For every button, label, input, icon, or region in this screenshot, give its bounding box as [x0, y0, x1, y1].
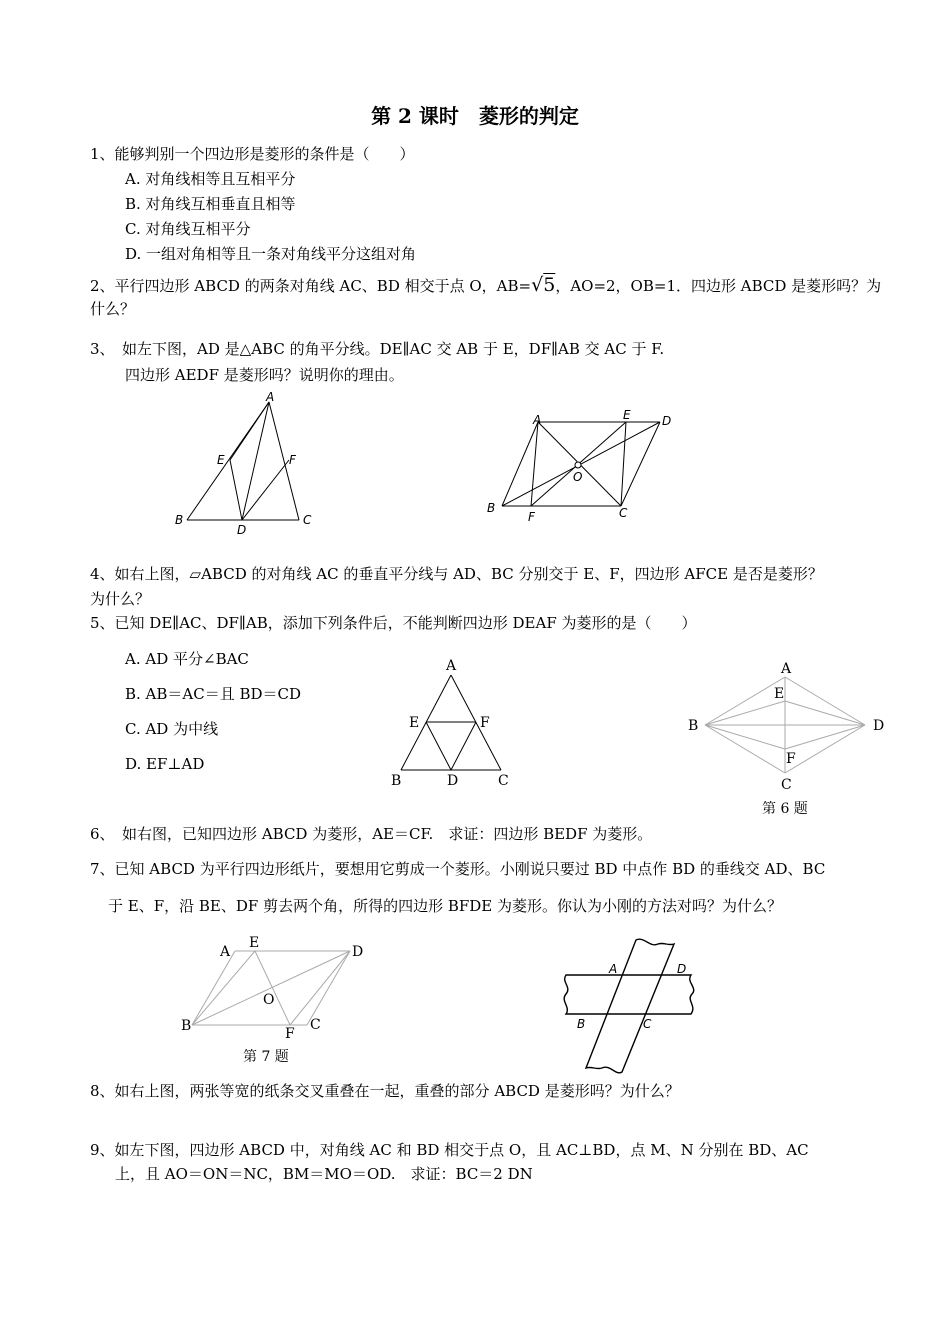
q2-text-part1: 2、平行四边形 ABCD 的两条对角线 AC、BD 相交于点 O，AB=: [90, 277, 532, 295]
label-b: B: [175, 513, 184, 527]
q5-option-a: A. AD 平分∠BAC: [125, 650, 249, 668]
figure-q7-parallelogram: [175, 930, 375, 1042]
label-a: A: [533, 413, 542, 427]
figure-q6-rhombus: [680, 655, 890, 795]
q3-line1: 3、 如左下图，AD 是△ABC 的角平分线。DE∥AC 交 AB 于 E，DF∥AB 交 AC 于 F.: [90, 340, 665, 358]
label-b: B: [577, 1017, 586, 1031]
label-d: D: [662, 414, 672, 428]
figure-q6-caption: 第 6 题: [762, 801, 808, 817]
label-a: A: [781, 661, 792, 677]
q1-option-c: C. 对角线互相平分: [125, 220, 251, 238]
label-e: E: [623, 408, 631, 422]
label-a: A: [609, 962, 618, 976]
figure-q7-caption: 第 7 题: [243, 1049, 289, 1065]
label-d: D: [352, 944, 364, 960]
q7-line2: 于 E、F，沿 BE、DF 剪去两个角，所得的四边形 BFDE 为菱形。你认为小刚的方法对吗？为什么？: [108, 897, 783, 915]
q2-text-part2: ，AO=2，OB=1．四边形 ABCD 是菱形吗？为: [555, 277, 882, 295]
label-d: D: [447, 773, 459, 789]
label-c: C: [303, 513, 312, 527]
label-d: D: [873, 718, 885, 734]
figure-q4-parallelogram: [486, 405, 686, 530]
figure-q5-triangle: [385, 655, 520, 790]
figure-q8-paper-strips: [556, 932, 706, 1077]
radicand: 5: [543, 274, 556, 296]
page-title: 第 2 课时 菱形的判定: [371, 104, 579, 128]
q5-option-b: B. AB＝AC＝且 BD＝CD: [125, 685, 302, 703]
label-c: C: [781, 777, 792, 793]
q4-line2: 为什么？: [90, 590, 151, 608]
label-d: D: [237, 523, 247, 537]
q8-text: 8、如右上图，两张等宽的纸条交叉重叠在一起，重叠的部分 ABCD 是菱形吗？为什么？: [90, 1082, 680, 1100]
label-e: E: [217, 453, 225, 467]
q5-option-d: D. EF⊥AD: [125, 755, 205, 773]
q6-text: 6、 如右图，已知四边形 ABCD 为菱形，AE＝CF. 求证：四边形 BEDF 为菱形。: [90, 825, 653, 843]
label-b: B: [181, 1018, 192, 1034]
label-f: F: [786, 751, 796, 767]
label-o: O: [263, 992, 275, 1008]
radical-sign: √: [531, 274, 544, 296]
q5-stem: 5、已知 DE∥AC、DF∥AB，添加下列条件后，不能判断四边形 DEAF 为菱形的是（ ）: [90, 614, 697, 632]
q9-line2: 上，且 AO＝ON＝NC，BM＝MO＝OD. 求证：BC＝2 DN: [115, 1165, 533, 1183]
figure-q3-triangle: [165, 388, 325, 536]
label-c: C: [619, 506, 628, 520]
label-a: A: [220, 944, 231, 960]
label-e: E: [249, 935, 260, 951]
label-c: C: [310, 1017, 321, 1033]
q1-stem: 1、能够判别一个四边形是菱形的条件是（ ）: [90, 145, 415, 163]
q1-option-a: A. 对角线相等且互相平分: [125, 170, 296, 188]
label-b: B: [688, 718, 699, 734]
q5-option-c: C. AD 为中线: [125, 720, 219, 738]
label-b: B: [391, 773, 402, 789]
label-f: F: [480, 715, 490, 731]
label-e: E: [409, 715, 420, 731]
label-c: C: [498, 773, 509, 789]
q4-line1: 4、如右上图，▱ABCD 的对角线 AC 的垂直平分线与 AD、BC 分别交于 E、F，四边形 AFCE 是否是菱形？: [90, 565, 823, 583]
label-a: A: [446, 658, 457, 674]
label-f: F: [528, 510, 535, 524]
label-f: F: [289, 453, 296, 467]
q3-line2: 四边形 AEDF 是菱形吗？说明你的理由。: [125, 366, 404, 384]
q9-line1: 9、如左下图，四边形 ABCD 中，对角线 AC 和 BD 相交于点 O，且 AC⊥BD，点 M、N 分别在 BD、AC: [90, 1141, 809, 1159]
q7-line1: 7、已知 ABCD 为平行四边形纸片，要想用它剪成一个菱形。小刚说只要过 BD 中点作 BD 的垂线交 AD、BC: [90, 860, 826, 878]
q2-line1: [90, 276, 881, 295]
label-c: C: [643, 1017, 652, 1031]
q1-option-b: B. 对角线互相垂直且相等: [125, 195, 296, 213]
label-e: E: [774, 686, 785, 702]
sqrt-5: [531, 274, 555, 296]
label-o: O: [573, 470, 583, 484]
q1-option-d: D. 一组对角相等且一条对角线平分这组对角: [125, 245, 417, 263]
label-b: B: [487, 501, 496, 515]
label-f: F: [285, 1026, 295, 1042]
label-d: D: [677, 962, 687, 976]
label-a: A: [266, 390, 275, 404]
q2-line2: 什么？: [90, 300, 136, 318]
